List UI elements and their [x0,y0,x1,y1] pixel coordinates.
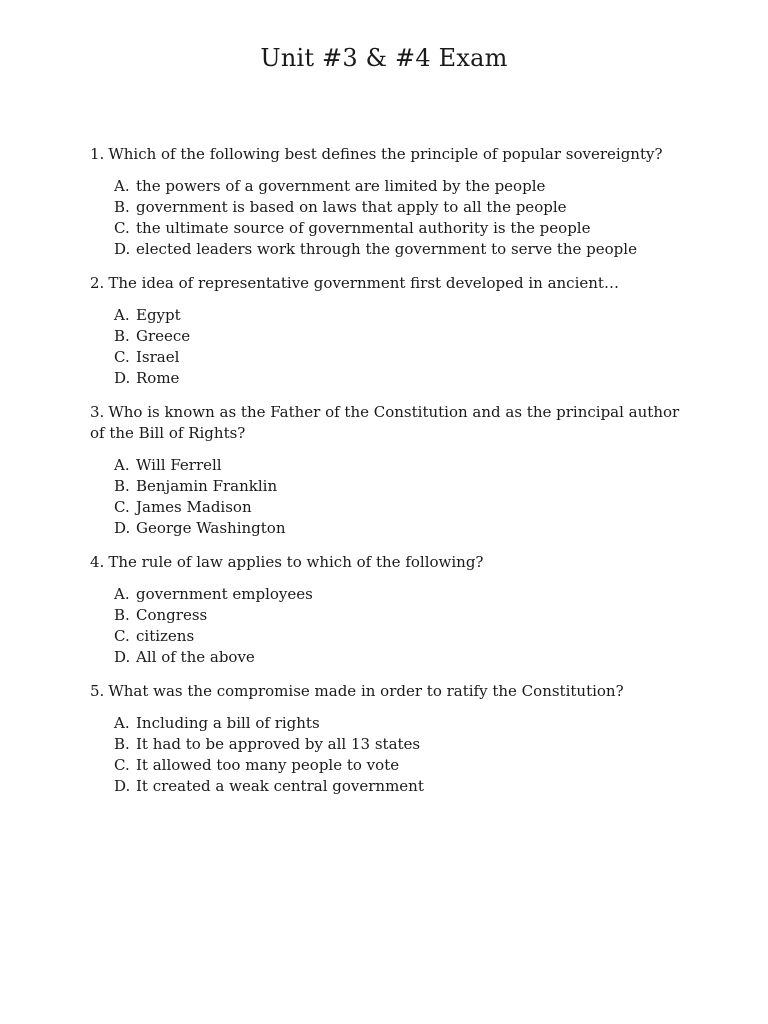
option-letter: D. [114,519,131,537]
option-letter: A. [114,177,130,195]
answer-option [114,368,690,389]
option-text: James Madison [136,498,252,516]
option-letter: B. [114,327,130,345]
answer-option [114,326,690,347]
question-number: 4. [90,553,105,571]
question-1 [90,144,690,260]
answer-option [114,239,690,260]
question-text: The rule of law applies to which of the following? [108,553,484,571]
answer-option [114,197,690,218]
option-text: It created a weak central government [136,777,424,795]
answer-option [114,584,690,605]
option-text: Will Ferrell [136,456,222,474]
question-number: 3. [90,403,105,421]
answer-option [114,605,690,626]
answer-options [90,713,690,797]
answer-options [90,584,690,668]
answer-option [114,626,690,647]
option-text: government employees [136,585,313,603]
option-text: citizens [136,627,195,645]
question-4 [90,552,690,668]
option-letter: C. [114,498,130,516]
answer-option [114,776,690,797]
option-letter: A. [114,585,130,603]
question-list [90,144,690,810]
option-letter: B. [114,735,130,753]
option-text: All of the above [136,648,255,666]
answer-option [114,176,690,197]
exam-title: Unit #3 & #4 Exam [260,44,508,72]
answer-options [90,305,690,389]
option-text: George Washington [136,519,286,537]
option-text: It allowed too many people to vote [136,756,400,774]
answer-option [114,755,690,776]
question-number: 2. [90,274,105,292]
answer-option [114,476,690,497]
option-text: Egypt [136,306,181,324]
option-letter: B. [114,198,130,216]
question-number: 5. [90,682,105,700]
answer-options [90,176,690,260]
option-text: elected leaders work through the government to serve the people [136,240,637,258]
option-letter: D. [114,777,131,795]
answer-option [114,305,690,326]
option-text: It had to be approved by all 13 states [136,735,421,753]
option-letter: C. [114,348,130,366]
answer-options [90,455,690,539]
question-2 [90,273,690,389]
option-text: the ultimate source of governmental authority is the people [136,219,591,237]
option-text: Rome [136,369,180,387]
option-text: Congress [136,606,208,624]
option-text: government is based on laws that apply to all the people [136,198,567,216]
option-letter: C. [114,756,130,774]
answer-option [114,734,690,755]
option-text: Including a bill of rights [136,714,320,732]
option-letter: A. [114,456,130,474]
option-letter: D. [114,369,131,387]
option-text: the powers of a government are limited by the people [136,177,546,195]
option-letter: C. [114,219,130,237]
option-letter: B. [114,606,130,624]
option-letter: A. [114,306,130,324]
option-letter: D. [114,240,131,258]
answer-option [114,218,690,239]
question-number: 1. [90,145,105,163]
option-text: Israel [136,348,180,366]
answer-option [114,647,690,668]
answer-option [114,497,690,518]
question-text: Who is known as the Father of the Constitution and as the principal author of the Bill of Rights? [90,403,680,442]
option-text: Greece [136,327,191,345]
option-letter: C. [114,627,130,645]
answer-option [114,518,690,539]
option-letter: A. [114,714,130,732]
answer-option [114,455,690,476]
option-letter: B. [114,477,130,495]
question-3 [90,402,690,539]
question-text: Which of the following best defines the principle of popular sovereignty? [108,145,663,163]
question-text: What was the compromise made in order to ratify the Constitution? [108,682,624,700]
answer-option [114,713,690,734]
question-text: The idea of representative government first developed in ancient… [108,274,619,292]
option-letter: D. [114,648,131,666]
question-5 [90,681,690,797]
option-text: Benjamin Franklin [136,477,278,495]
answer-option [114,347,690,368]
